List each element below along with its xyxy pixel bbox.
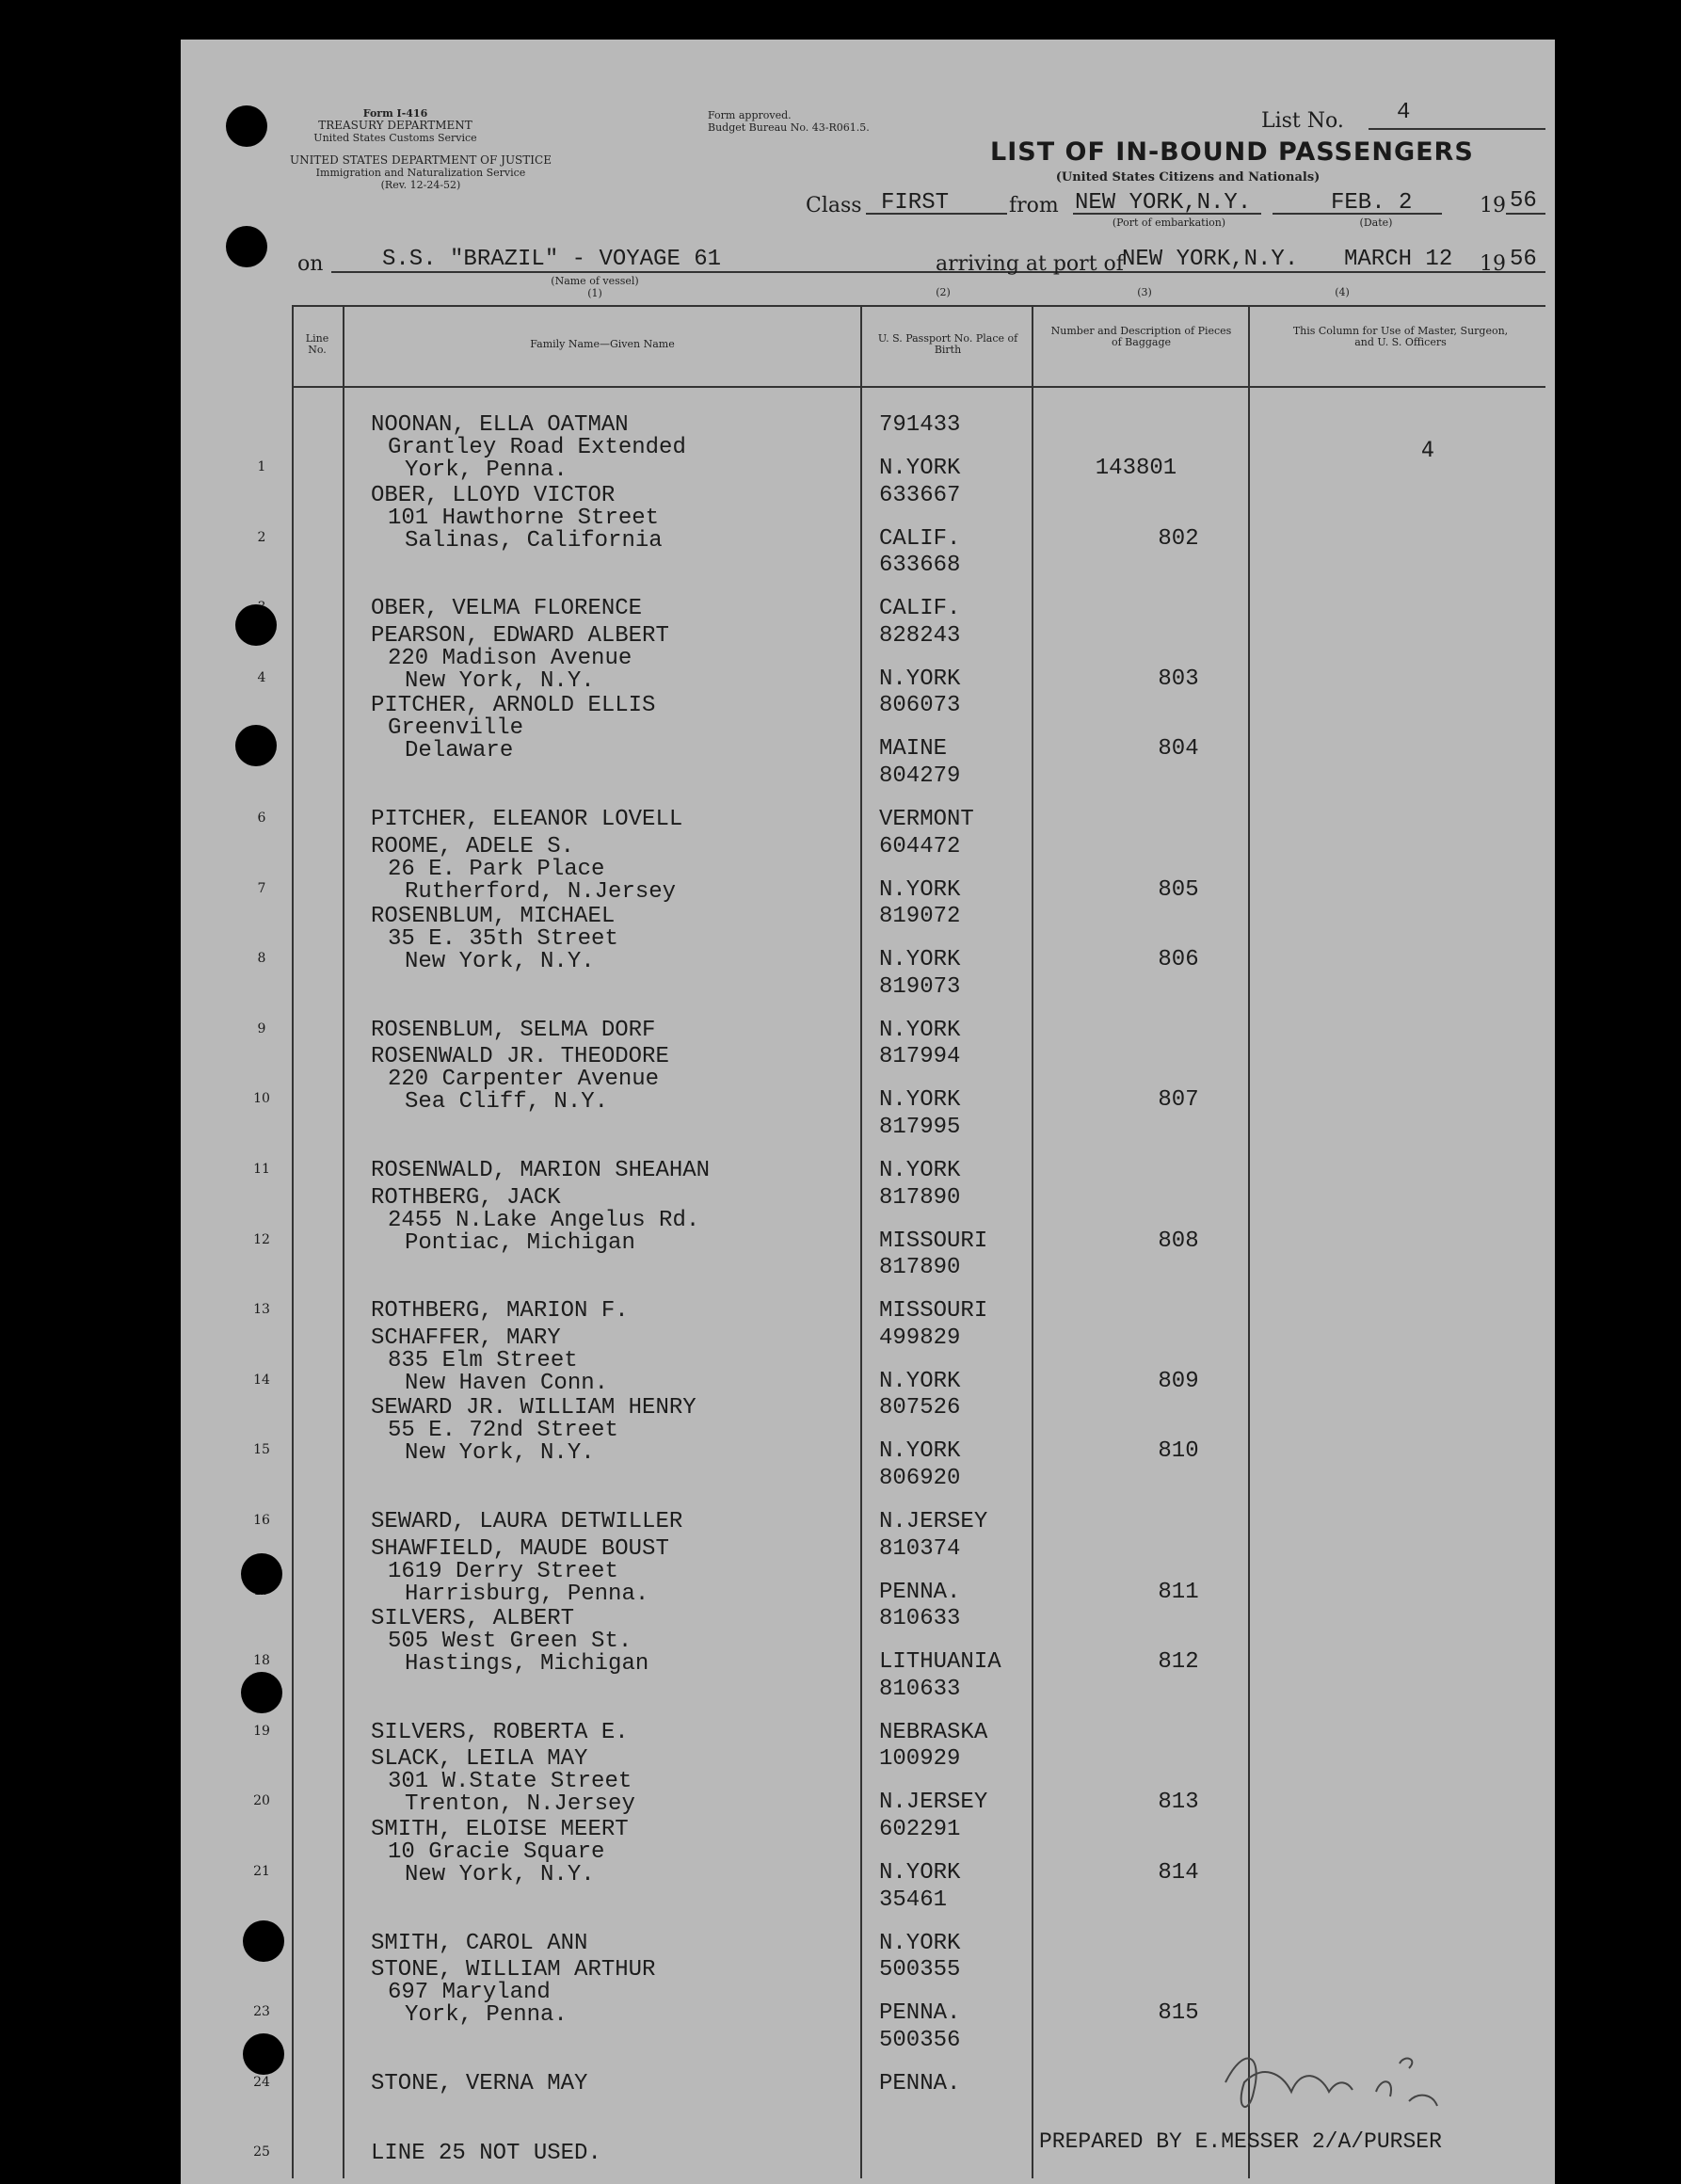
address-line-1: 505 West Green St. — [388, 1629, 632, 1655]
address-line-1: 10 Gracie Square — [388, 1839, 605, 1865]
place-of-birth: VERMONT — [879, 807, 974, 832]
line-number: 7 — [257, 880, 266, 896]
passenger-name: STONE, VERNA MAY — [371, 2070, 588, 2096]
passport-number: 499829 — [879, 1325, 961, 1351]
place-of-birth: N.YORK — [879, 456, 961, 481]
binder-hole — [241, 1553, 282, 1595]
line-number: 12 — [253, 1231, 270, 1247]
arriving-label: arriving at port of — [936, 252, 1124, 276]
line-number: 13 — [253, 1302, 270, 1318]
dept-info — [284, 154, 557, 191]
table-row — [181, 693, 1555, 763]
passport-number: 500355 — [879, 1957, 961, 1983]
baggage-number: 807 — [1158, 1087, 1199, 1114]
address-line-2: Salinas, California — [405, 527, 663, 554]
place-of-birth: N.YORK — [879, 1158, 961, 1183]
line-number: 6 — [257, 811, 266, 826]
treasury-dept: TREASURY DEPARTMENT — [318, 119, 472, 132]
page-title: LIST OF IN-BOUND PASSENGERS — [990, 137, 1474, 167]
place-of-birth: N.YORK — [879, 1017, 961, 1043]
class-value: FIRST — [881, 190, 950, 216]
passport-number: 819073 — [879, 973, 961, 1000]
baggage-number: 143801 — [1095, 456, 1177, 481]
arrival-port: NEW YORK,N.Y. — [1122, 247, 1299, 272]
passenger-name: ROOME, ADELE S. — [371, 833, 575, 859]
year-prefix: 19 — [1480, 194, 1506, 217]
passenger-name: SLACK, LEILA MAY — [371, 1746, 588, 1773]
line-number: 20 — [253, 1793, 270, 1809]
address-line-2: New York, N.Y. — [405, 949, 595, 975]
place-of-birth: N.YORK — [879, 1438, 961, 1465]
table-row — [181, 763, 1555, 833]
binder-hole — [243, 2033, 284, 2075]
passenger-name: ROSENBLUM, SELMA DORF — [371, 1017, 656, 1043]
passport-number: 810633 — [879, 1606, 961, 1632]
col-head-baggage: Number and Description of Pieces of Baggage — [1050, 325, 1232, 348]
place-of-birth: N.JERSEY — [879, 1790, 988, 1816]
col3-number: (3) — [1137, 286, 1152, 298]
table-row — [181, 974, 1555, 1044]
baggage-number: 810 — [1158, 1438, 1199, 1465]
baggage-number: 809 — [1158, 1368, 1199, 1394]
passenger-name: SHAWFIELD, MAUDE BOUST — [371, 1535, 669, 1562]
place-of-birth: MISSOURI — [879, 1228, 988, 1254]
line-number: 4 — [257, 669, 266, 685]
passenger-name: PITCHER, ARNOLD ELLIS — [371, 693, 656, 719]
address-line-1: 835 Elm Street — [388, 1347, 578, 1373]
baggage-number: 803 — [1158, 666, 1199, 692]
place-of-birth: MISSOURI — [879, 1298, 988, 1325]
place-of-birth: CALIF. — [879, 525, 961, 552]
date-caption: (Date) — [1359, 217, 1393, 229]
place-of-birth: CALIF. — [879, 596, 961, 622]
place-of-birth: N.YORK — [879, 876, 961, 903]
vessel-name: S.S. "BRAZIL" - VOYAGE 61 — [382, 247, 722, 272]
binder-hole — [243, 1920, 284, 1962]
table-row — [181, 623, 1555, 693]
baggage-number: 814 — [1158, 1860, 1199, 1886]
class-label: Class — [806, 194, 862, 217]
line-number: 2 — [257, 529, 266, 545]
place-of-birth: MAINE — [879, 736, 948, 763]
form-number: Form I-416 — [362, 107, 428, 120]
binder-hole — [235, 604, 277, 646]
port-caption: (Port of embarkation) — [1112, 217, 1226, 229]
address-line-1: 220 Madison Avenue — [388, 645, 632, 671]
address-line-2: Hastings, Michigan — [405, 1651, 649, 1678]
year-value: 56 — [1510, 188, 1537, 214]
col-head-name: Family Name—Given Name — [530, 338, 675, 350]
list-no-underline — [1369, 128, 1545, 130]
line-number: 25 — [253, 2144, 270, 2160]
address-line-2: Harrisburg, Penna. — [405, 1581, 649, 1607]
arrival-date: MARCH 12 — [1344, 247, 1453, 272]
manifest-sheet — [181, 40, 1555, 2184]
table-row — [181, 1185, 1555, 1255]
form-approved: Form approved. — [708, 109, 792, 121]
passenger-name: SMITH, ELOISE MEERT — [371, 1817, 629, 1842]
header-bottom-border — [292, 386, 1545, 388]
baggage-number: 804 — [1158, 736, 1199, 763]
table-row — [181, 1606, 1555, 1676]
list-no-label: List No. — [1261, 109, 1344, 133]
from-label: from — [1009, 194, 1059, 217]
form-info — [292, 107, 499, 144]
passenger-name: PEARSON, EDWARD ALBERT — [371, 622, 669, 649]
col2-number: (2) — [936, 286, 951, 298]
baggage-number: 808 — [1158, 1228, 1199, 1254]
date-value: FEB. 2 — [1331, 190, 1413, 216]
address-line-1: Grantley Road Extended — [388, 435, 686, 460]
officer-mark: 4 — [1421, 439, 1434, 462]
table-row — [181, 1746, 1555, 1816]
address-line-1: 301 W.State Street — [388, 1769, 632, 1795]
line-number: 15 — [253, 1442, 270, 1458]
passenger-name: SCHAFFER, MARY — [371, 1325, 561, 1351]
passport-number: 819072 — [879, 904, 961, 930]
place-of-birth: N.YORK — [879, 1860, 961, 1886]
table-top-border — [292, 305, 1545, 307]
binder-hole — [226, 105, 267, 147]
from-value: NEW YORK,N.Y. — [1075, 190, 1252, 216]
passenger-name: ROSENWALD JR. THEODORE — [371, 1044, 669, 1070]
passenger-table — [253, 305, 1545, 2178]
address-line-1: Greenville — [388, 715, 524, 742]
table-row — [181, 1817, 1555, 1887]
place-of-birth: PENNA. — [879, 2000, 961, 2027]
passenger-name: SILVERS, ROBERTA E. — [371, 1719, 629, 1745]
binder-hole — [241, 1672, 282, 1713]
passport-number: 810633 — [879, 1676, 961, 1702]
place-of-birth: N.YORK — [879, 1368, 961, 1394]
passport-number: 100929 — [879, 1746, 961, 1773]
page-subtitle: (United States Citizens and Nationals) — [1055, 170, 1321, 185]
table-row — [181, 1395, 1555, 1465]
table-row — [181, 1957, 1555, 2027]
passenger-name: OBER, VELMA FLORENCE — [371, 596, 643, 622]
address-line-2: New Haven Conn. — [405, 1370, 609, 1396]
passenger-name: NOONAN, ELLA OATMAN — [371, 412, 629, 438]
address-line-1: 220 Carpenter Avenue — [388, 1067, 660, 1093]
passenger-name: STONE, WILLIAM ARTHUR — [371, 1957, 656, 1983]
passenger-name: ROTHBERG, JACK — [371, 1184, 561, 1211]
address-line-1: 55 E. 72nd Street — [388, 1418, 618, 1444]
col1-number: (1) — [587, 287, 602, 299]
passenger-name: SMITH, CAROL ANN — [371, 1930, 588, 1956]
passenger-name: SEWARD, LAURA DETWILLER — [371, 1509, 683, 1534]
line-number: 21 — [253, 1864, 270, 1879]
table-row — [181, 412, 1555, 482]
passenger-name: LINE 25 NOT USED. — [371, 2141, 601, 2167]
passport-number: 807526 — [879, 1395, 961, 1421]
passport-number: 817995 — [879, 1115, 961, 1140]
revision: (Rev. 12-24-52) — [380, 179, 461, 191]
line-number: 10 — [253, 1091, 270, 1107]
baggage-number: 802 — [1158, 525, 1199, 552]
list-no-value: 4 — [1397, 100, 1411, 125]
col4-number: (4) — [1335, 286, 1350, 298]
line-number: 16 — [253, 1513, 270, 1528]
place-of-birth: N.YORK — [879, 1087, 961, 1114]
table-row — [181, 1255, 1555, 1325]
table-row — [181, 1887, 1555, 1957]
ins-service: Immigration and Naturalization Service — [315, 167, 526, 179]
address-line-2: Sea Cliff, N.Y. — [405, 1089, 609, 1116]
passenger-name: ROSENWALD, MARION SHEAHAN — [371, 1158, 711, 1183]
passport-number: 633667 — [879, 482, 961, 508]
passport-number: 500356 — [879, 2027, 961, 2053]
passport-number: 806920 — [879, 1466, 961, 1491]
customs-service: United States Customs Service — [313, 132, 477, 144]
place-of-birth: N.YORK — [879, 1930, 961, 1956]
address-line-2: Delaware — [405, 738, 514, 764]
baggage-number: 805 — [1158, 876, 1199, 903]
table-row — [181, 1677, 1555, 1746]
line-number: 1 — [257, 459, 266, 474]
address-line-2: Pontiac, Michigan — [405, 1229, 635, 1256]
line-number: 23 — [253, 2004, 270, 2020]
passenger-name: PITCHER, ELEANOR LOVELL — [371, 807, 683, 832]
baggage-number: 813 — [1158, 1790, 1199, 1816]
vessel-caption — [520, 275, 670, 299]
col-head-line: Line No. — [305, 332, 329, 356]
budget-bureau: Budget Bureau No. 43-R061.5. — [708, 121, 870, 134]
address-line-1: 101 Hawthorne Street — [388, 505, 660, 531]
table-row — [181, 553, 1555, 622]
place-of-birth: N.JERSEY — [879, 1509, 988, 1534]
place-of-birth: NEBRASKA — [879, 1719, 988, 1745]
line-number: 8 — [257, 951, 266, 967]
passport-number: 791433 — [879, 412, 961, 438]
binder-hole — [226, 226, 267, 267]
line-number: 19 — [253, 1723, 270, 1739]
line-number: 14 — [253, 1372, 270, 1388]
vessel-caption-text: (Name of vessel) — [551, 275, 639, 287]
col-head-passport: U. S. Passport No. Place of Birth — [877, 332, 1018, 356]
approval-info — [708, 109, 924, 134]
address-line-2: York, Penna. — [405, 458, 568, 483]
passenger-name: ROTHBERG, MARION F. — [371, 1298, 629, 1325]
passport-number: 828243 — [879, 622, 961, 649]
address-line-1: 26 E. Park Place — [388, 856, 605, 882]
table-row — [181, 483, 1555, 553]
address-line-1: 697 Maryland — [388, 1980, 551, 2006]
table-row — [181, 1115, 1555, 1184]
line-number: 24 — [253, 2074, 270, 2090]
place-of-birth: N.YORK — [879, 947, 961, 973]
passport-number: 817890 — [879, 1255, 961, 1281]
table-row — [181, 1536, 1555, 1606]
line-number: 11 — [253, 1162, 270, 1177]
passport-number: 602291 — [879, 1817, 961, 1842]
table-row — [181, 904, 1555, 973]
passport-number: 804279 — [879, 763, 961, 789]
line-number: 9 — [257, 1020, 266, 1036]
place-of-birth: PENNA. — [879, 1579, 961, 1605]
address-line-2: Trenton, N.Jersey — [405, 1791, 635, 1818]
address-line-2: New York, N.Y. — [405, 1440, 595, 1467]
passenger-name: OBER, LLOYD VICTOR — [371, 482, 616, 508]
passport-number: 806073 — [879, 693, 961, 719]
passport-number: 604472 — [879, 833, 961, 859]
table-row — [181, 834, 1555, 904]
place-of-birth: PENNA. — [879, 2070, 961, 2096]
place-of-birth: N.YORK — [879, 666, 961, 692]
address-line-2: New York, N.Y. — [405, 667, 595, 694]
officer-signature — [1207, 2026, 1451, 2129]
passenger-name: ROSENBLUM, MICHAEL — [371, 904, 616, 930]
passport-number: 817994 — [879, 1044, 961, 1070]
address-line-2: Rutherford, N.Jersey — [405, 878, 677, 905]
table-row — [181, 1466, 1555, 1535]
baggage-number: 815 — [1158, 2000, 1199, 2027]
justice-dept: UNITED STATES DEPARTMENT OF JUSTICE — [290, 153, 552, 167]
address-line-1: 2455 N.Lake Angelus Rd. — [388, 1207, 700, 1233]
arrival-year-prefix: 19 — [1480, 252, 1506, 276]
passport-number: 810374 — [879, 1535, 961, 1562]
address-line-1: 1619 Derry Street — [388, 1558, 618, 1584]
baggage-number: 806 — [1158, 947, 1199, 973]
binder-hole — [235, 725, 277, 766]
passenger-name: SILVERS, ALBERT — [371, 1606, 575, 1632]
address-line-1: 35 E. 35th Street — [388, 926, 618, 953]
table-row — [181, 1044, 1555, 1114]
place-of-birth: LITHUANIA — [879, 1649, 1001, 1676]
passport-number: 633668 — [879, 553, 961, 579]
passport-number: 35461 — [879, 1887, 948, 1913]
prepared-by: PREPARED BY E.MESSER 2/A/PURSER — [1039, 2129, 1442, 2154]
address-line-2: New York, N.Y. — [405, 1862, 595, 1887]
line-number: 18 — [253, 1653, 270, 1669]
arrival-year: 56 — [1510, 247, 1537, 272]
on-label: on — [297, 252, 324, 276]
address-line-2: York, Penna. — [405, 2002, 568, 2029]
baggage-number: 811 — [1158, 1579, 1199, 1605]
passenger-name: SEWARD JR. WILLIAM HENRY — [371, 1395, 696, 1421]
passport-number: 817890 — [879, 1184, 961, 1211]
baggage-number: 812 — [1158, 1649, 1199, 1676]
table-row — [181, 1325, 1555, 1395]
col-head-officers: This Column for Use of Master, Surgeon, and U. S. Officers — [1292, 325, 1509, 348]
